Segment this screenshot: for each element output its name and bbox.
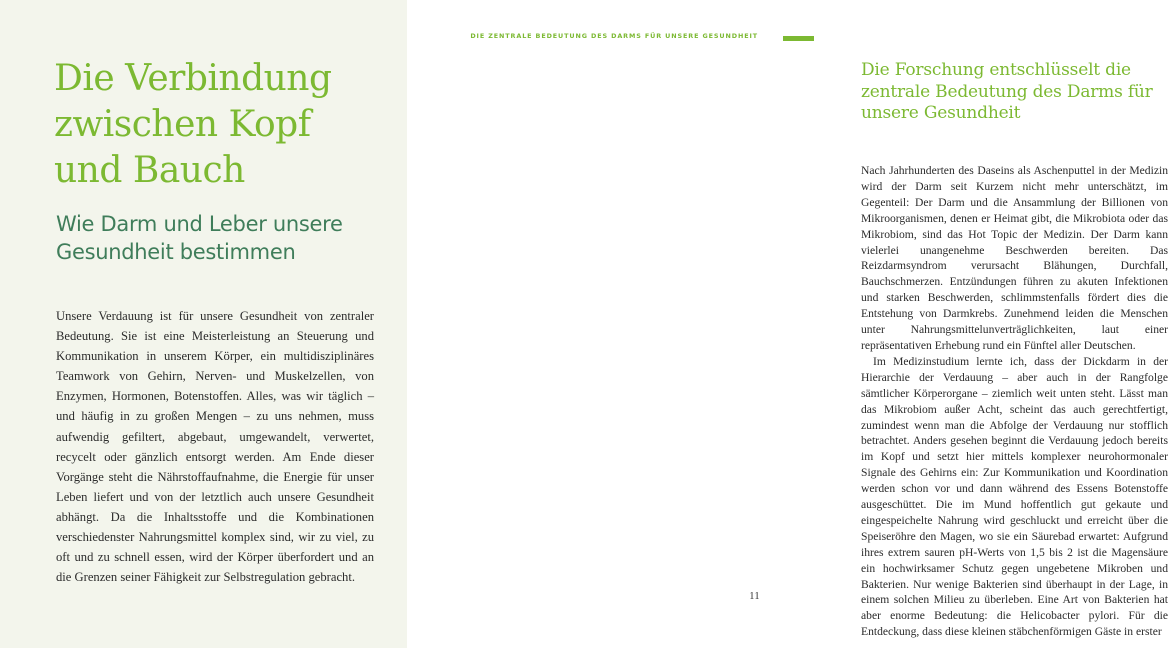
page-number: 11	[749, 591, 760, 602]
running-head: DIE ZENTRALE BEDEUTUNG DES DARMS FÜR UNSERE GESUNDHEIT	[470, 32, 758, 40]
section-title: Die Forschung entschlüsselt die zentrale Bedeutung des Darms für unsere Gesundheit	[861, 60, 1153, 123]
left-page	[0, 0, 407, 648]
running-head-rule	[783, 36, 814, 41]
chapter-title: Die Verbindung zwischen Kopf und Bauch	[54, 58, 332, 191]
section-body	[861, 163, 1168, 640]
intro-paragraph: Unsere Verdauung ist für unsere Gesundheit von zentraler Bedeutung. Sie ist eine Meisterleistung an Steuerung und Kommunikation in unserem Körper, ein multidisziplinäres Teamwork von Gehirn, Nerven- und Muskelzellen, von Enzymen, Hormonen, Botenstoffen. Alles, was wir täglich – und häufig in zu großen Mengen – zu uns nehmen, muss aufwendig gefiltert, abgebaut, umgewandelt, verwertet, recycelt oder gänzlich entsorgt werden. Am Ende dieser Vorgänge steht die Nährstoffaufnahme, die Energie für unser Leben liefert und von der letztlich auch unsere Gesundheit abhängt. Da die Inhaltsstoffe und die Kombinationen verschiedenster Nahrungsmittel komplex sind, wir zu viel, zu oft und zu schnell essen, wird der Körper überfordert und an die Grenzen seiner Fähigkeit zur Selbstregulation gebracht.	[56, 309, 374, 585]
body-paragraph: Im Medizinstudium lernte ich, dass der Dickdarm in der Hierarchie der Verdauung – aber auch in der Rangfolge sämtlicher Körperorgane – ziemlich weit unten steht. Lässt man das Mikrobiom außer Acht, scheint das auch gerechtfertigt, zumindest wenn man die Abfolge der Verdauung nur stofflich betrachtet. Anders gesehen beginnt die Verdauung jedoch bereits im Kopf und setzt hier mittels komplexer neurohormonaler Signale des Gehirns ein: Zur Kommunikation und Koordination werden schon vor und dann während des Essens Botenstoffe ausgeschüttet. Die im Mund hoffentlich gut gekaute und eingespeichelte Nahrung wird geschluckt und erreicht über die Speiseröhre den Magen, wo sie ein Säurebad erwartet: Aufgrund ihres extrem sauren pH-Werts von 1,5 bis 2 ist die Magensäure ein hochwirksamer Schutz gegen ungebetene Mikroben und Bakterien. Nur wenige Bakterien sind überhaupt in der Lage, in einem solchen Milieu zu überleben. Eine Art von Bakterien hat aber enorme Bedeutung: die Helicobacter pylori. Für die Entdeckung, dass diese kleinen stäbchenförmigen Gäste in erster	[861, 354, 1168, 639]
chapter-subtitle: Wie Darm und Leber unsere Gesundheit bestimmen	[56, 212, 343, 264]
body-paragraph: Nach Jahrhunderten des Daseins als Aschenputtel in der Medizin wird der Darm seit Kurzem nicht mehr unterschätzt, im Gegenteil: Der Darm und die Ansammlung der Billionen von Mikroorganismen, denen er Heimat gibt, die Mikrobiota oder das Mikrobiom, sind das Hot Topic der Medizin. Der Darm kann vielerlei unangenehme Beschwerden bereiten. Das Reizdarmsyndrom verursacht Blähungen, Durchfall, Bauchschmerzen. Entzündungen führen zu akuten Infektionen und starken Beschwerden, schlimmstenfalls fördert dies die Entstehung von Darmkrebs. Zunehmend leiden die Menschen unter Nahrungsmittelunverträglichkeiten, laut einer repräsentativen Erhebung rund ein Fünftel aller Deutschen.	[861, 164, 1168, 352]
right-page	[407, 0, 1168, 648]
